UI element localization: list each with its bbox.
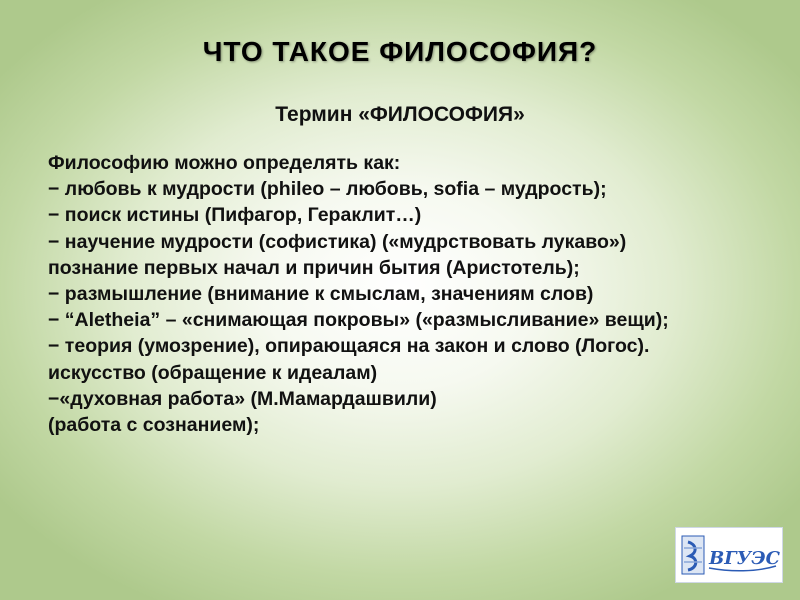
university-logo-icon — [676, 528, 782, 582]
definition-item: − “Aletheia” – «снимающая покровы» («размысливание» вещи); — [48, 309, 669, 332]
definition-item: − теория (умозрение), опирающаяся на закон и слово (Логос). — [48, 335, 650, 358]
definition-item: искусство (обращение к идеалам) — [48, 361, 378, 384]
slide-title: ЧТО ТАКОЕ ФИЛОСОФИЯ? — [202, 36, 598, 67]
definition-item: познание первых начал и причин бытия (Аристотель); — [48, 256, 580, 279]
definition-item: −«духовная работа» (М.Мамардашвили) — [48, 387, 437, 410]
definition-list — [48, 150, 758, 438]
definition-item: (работа с сознанием); — [48, 414, 260, 437]
definition-item: − любовь к мудрости (phileo – любовь, sofia – мудрость); — [48, 178, 607, 201]
university-logo — [675, 527, 783, 583]
definition-item: − научение мудрости (софистика) («мудрствовать лукаво») — [48, 230, 627, 253]
definition-item: − размышление (внимание к смыслам, значениям слов) — [48, 283, 594, 306]
logo-text: ВГУЭС — [709, 548, 780, 569]
definition-item: − поиск истины (Пифагор, Гераклит…) — [48, 204, 422, 227]
definition-intro: Философию можно определять как: — [48, 152, 401, 174]
slide-subtitle: Термин «ФИЛОСОФИЯ» — [275, 103, 525, 126]
